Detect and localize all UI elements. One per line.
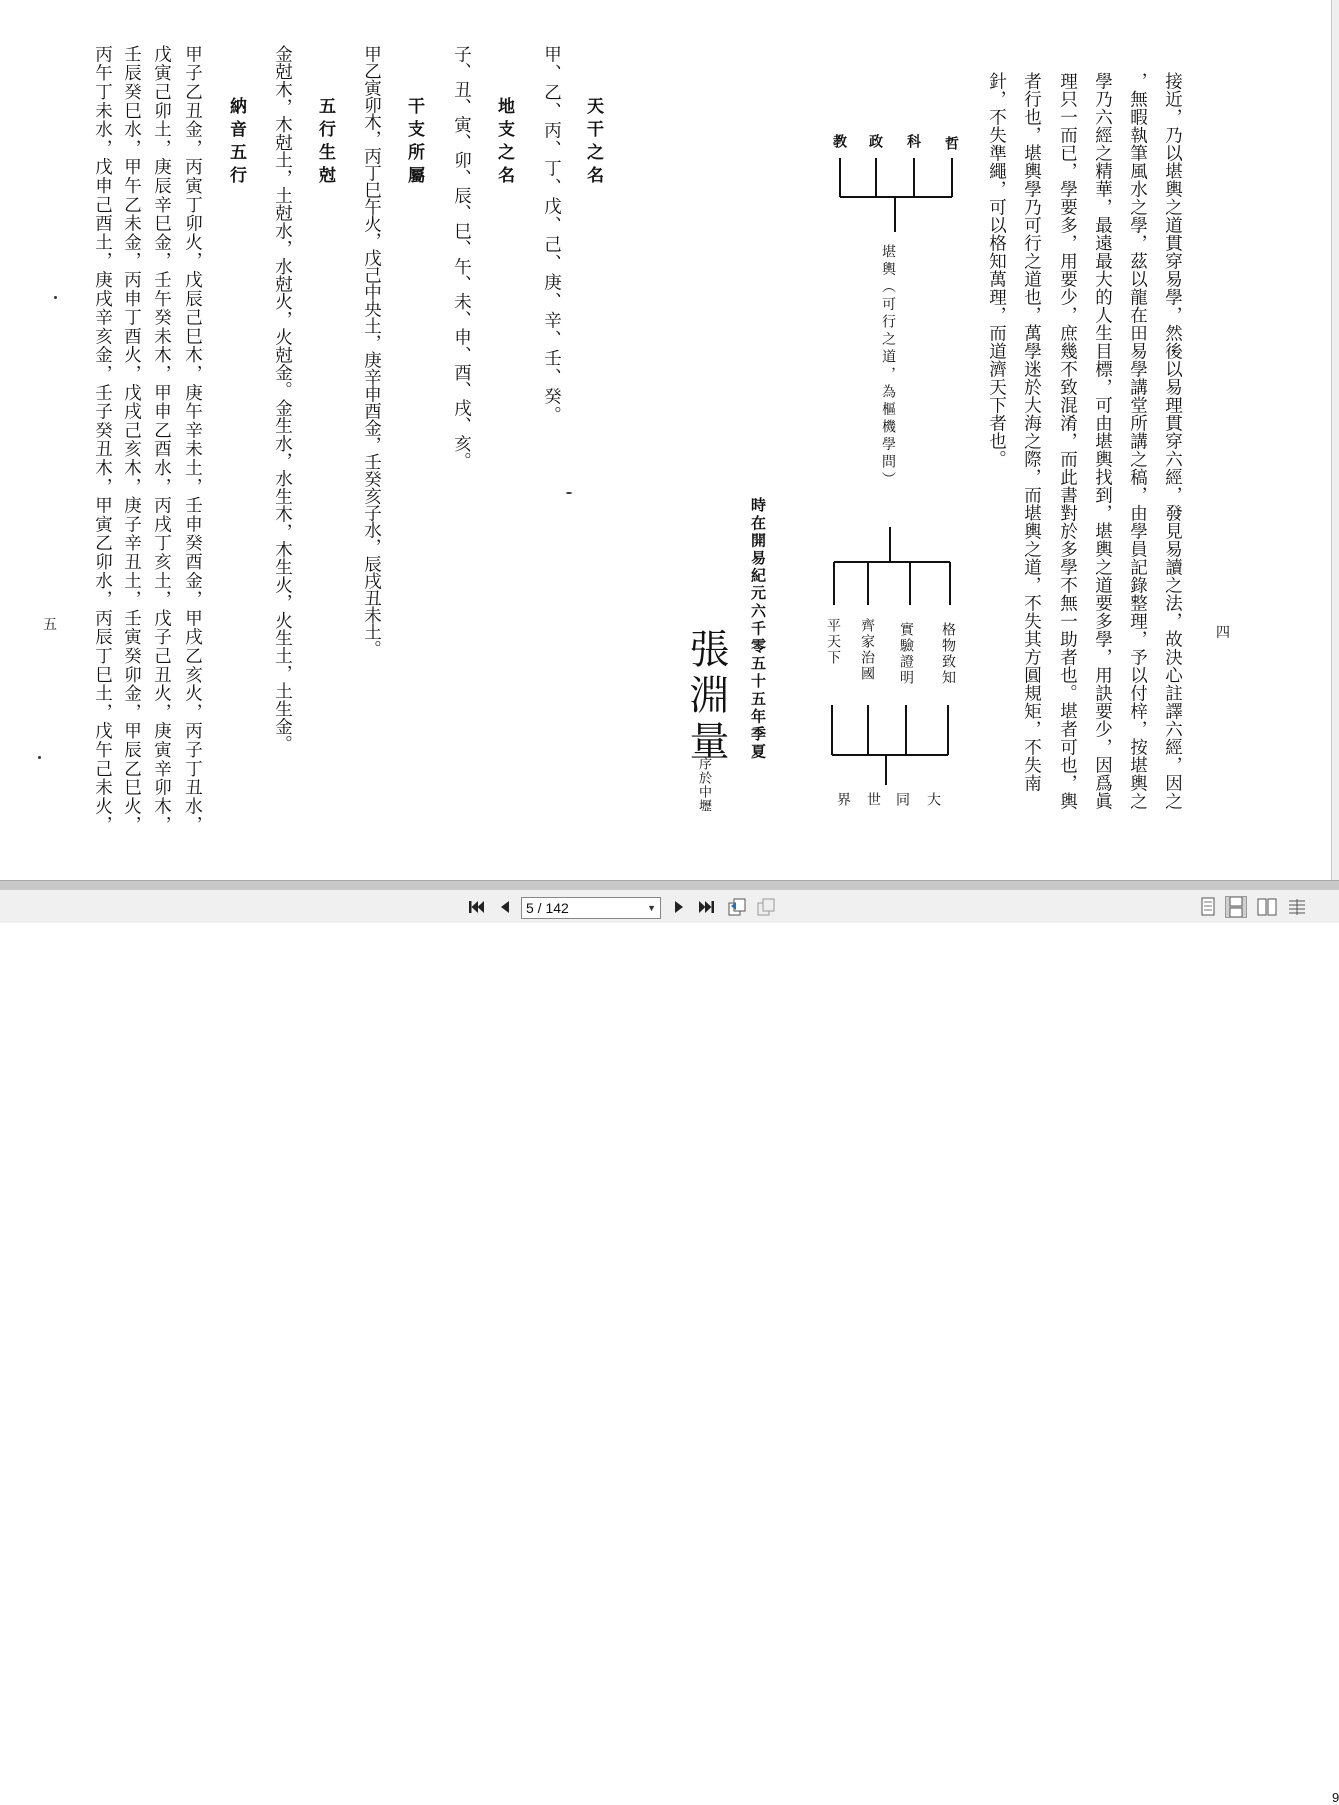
scan-speck (54, 296, 57, 299)
continuous-view-button[interactable] (1225, 896, 1247, 918)
preface-column-3: 學乃六經之精華，最遠最大的人生目標，可由堪輿找到，堪輿之道要多學，用訣要少，因爲眞 (1092, 72, 1113, 810)
book-view-button[interactable] (1286, 896, 1308, 918)
single-page-icon (1199, 897, 1217, 917)
heading-earthly-branches: 地支之名 (494, 97, 514, 189)
heading-five-elements-cycle: 五行生尅 (315, 97, 335, 189)
heading-stem-branch-elements: 干支所屬 (404, 97, 424, 189)
zoom-indicator: 9 (1332, 1790, 1339, 1805)
single-page-view-button[interactable] (1197, 896, 1219, 918)
nayin-line-3: 壬辰癸巳水，甲午乙未金，丙申丁酉火，戊戌己亥木，庚子辛丑土，壬寅癸卯金，甲辰乙巳火， (121, 45, 142, 835)
diagram-bottom-tong: 同 (894, 792, 910, 808)
diagram-label-investigation: 格物致知 (940, 622, 956, 686)
diagram-bottom-da: 大 (925, 792, 941, 808)
scan-speck (566, 492, 572, 494)
first-page-button[interactable] (465, 896, 487, 918)
page-number-right: 四 (1216, 625, 1230, 641)
diagram-label-family-state: 齊家治國 (859, 618, 875, 682)
preface-column-2: ，無暇執筆風水之學，茲以龍在田易學講堂所講之稿，由學員記錄整理，予以付梓，按堪輿之 (1127, 72, 1148, 810)
diagram-label-experiment: 實驗證明 (898, 622, 914, 686)
page-indicator-text: 5 / 142 (526, 900, 569, 916)
nayin-line-2: 戊寅己卯土，庚辰辛巳金，壬午癸未木，甲申乙酉水，丙戌丁亥土，戊子己丑火，庚寅辛卯木， (151, 45, 172, 835)
preface-date: 時在開易紀元六千零五十五年季夏 (749, 497, 767, 761)
forward-view-button[interactable] (755, 896, 777, 918)
last-page-icon (698, 898, 716, 916)
document-viewer (0, 0, 1339, 880)
navigation-toolbar (0, 890, 1339, 1805)
preface-column-4: 理只一而已，學要多，用要少，庶幾不致混淆，而此書對於多學不無一助者也。堪者可也，輿 (1057, 72, 1078, 810)
last-page-button[interactable] (696, 896, 718, 918)
book-view-icon (1287, 897, 1307, 917)
nayin-line-4: 丙午丁未水，戊申己酉土，庚戌辛亥金，壬子癸丑木，甲寅乙卯水，丙辰丁巳土，戊午己未火， (92, 45, 113, 835)
preface-column-6: 針，不失準繩，可以格知萬理，而道濟天下者也。 (986, 72, 1007, 468)
heavenly-stems-text: 甲、乙、丙、丁、戊、己、庚、辛、壬、癸。 (541, 45, 562, 425)
continuous-page-icon (1227, 897, 1245, 917)
nayin-line-1: 甲子乙丑金，丙寅丁卯火，戊辰己巳木，庚午辛未土，壬申癸酉金，甲戌乙亥火，丙子丁丑水， (182, 45, 203, 835)
back-view-button[interactable] (726, 896, 748, 918)
diagram-label-politics: 政 (867, 134, 883, 150)
heading-nayin-elements: 納音五行 (226, 97, 246, 189)
heading-heavenly-stems: 天干之名 (583, 97, 603, 189)
facing-view-button[interactable] (1256, 896, 1278, 918)
scan-speck (38, 756, 41, 759)
first-page-icon (467, 898, 485, 916)
facing-pages-icon (1257, 897, 1277, 917)
author-note: 序於中壢 (696, 757, 711, 813)
previous-page-icon (496, 898, 514, 916)
next-page-icon (670, 898, 688, 916)
earthly-branches-text: 子、丑、寅、卯、辰、巳、午、未、申、酉、戌、亥。 (451, 45, 472, 470)
diagram-center-label: 堪輿（可行之道，為樞機學問） (880, 244, 896, 489)
preface-column-1: 接近，乃以堪輿之道貫穿易學，然後以易理貫穿六經，發見易讀之法，故決心註譯六經，因之 (1162, 72, 1183, 810)
diagram-label-philosophy: 哲 (943, 136, 959, 152)
diagram-label-peace: 平天下 (825, 618, 841, 666)
vertical-scrollbar[interactable] (1331, 0, 1339, 880)
preface-column-5: 者行也，堪輿學乃可行之道也，萬學迷於大海之際，而堪輿之道，不失其方圓規矩，不失南 (1021, 72, 1042, 792)
diagram-label-religion: 教 (831, 134, 847, 150)
author-name: 張淵量 (683, 628, 729, 766)
forward-view-icon (756, 897, 776, 917)
stem-branch-elements-text: 甲乙寅卯木，丙丁巳午火，戊己中央土，庚辛申酉金，壬癸亥子水，辰戌丑未土。 (361, 45, 382, 657)
diagram-bottom-jie: 界 (835, 792, 851, 808)
page-number-left: 五 (43, 617, 57, 633)
back-view-icon (727, 897, 747, 917)
next-page-button[interactable] (668, 896, 690, 918)
diagram-bottom-shi: 世 (865, 792, 881, 808)
page-number-input[interactable] (521, 897, 661, 919)
previous-page-button[interactable] (494, 896, 516, 918)
diagram-label-science: 科 (905, 134, 921, 150)
five-elements-cycle-text: 金尅木，木尅土，土尅水，水尅火，火尅金。金生水，水生木，木生火，火生土，土生金。 (272, 45, 293, 753)
chevron-down-icon[interactable]: ▼ (647, 903, 656, 913)
